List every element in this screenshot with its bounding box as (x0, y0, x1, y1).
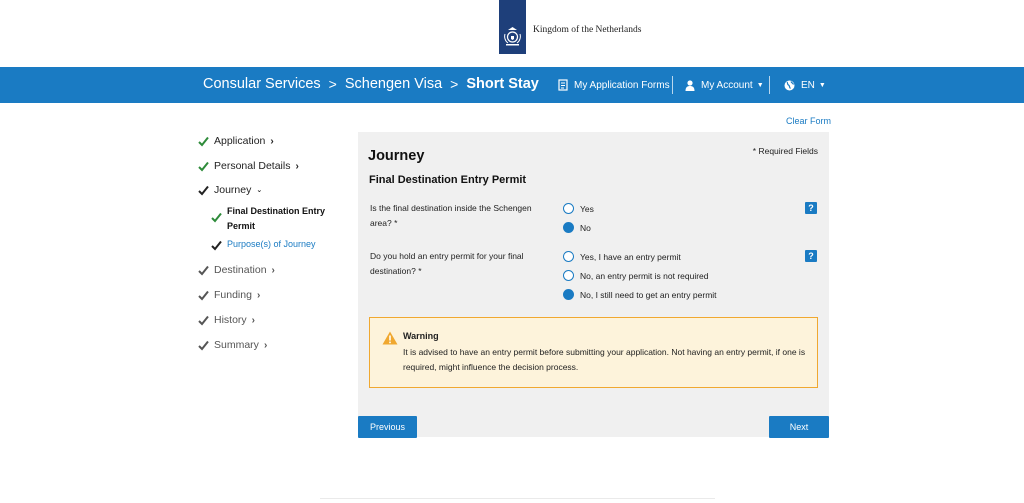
step-summary[interactable] (198, 339, 267, 351)
checkmark-icon (198, 265, 209, 276)
document-icon (558, 79, 568, 91)
question-final-destination-schengen: Is the final destination inside the Schengen area? * (370, 203, 532, 228)
royal-coat-of-arms-icon (502, 26, 523, 47)
nav-divider (672, 76, 673, 94)
breadcrumb-schengen-visa[interactable]: Schengen Visa (344, 76, 443, 92)
breadcrumb (203, 76, 539, 92)
chevron-right-icon: › (263, 339, 268, 351)
chevron-right-icon: › (271, 264, 275, 276)
help-icon[interactable]: ? (805, 250, 817, 262)
checkmark-icon (198, 340, 209, 351)
checkmark-icon (211, 240, 222, 251)
my-account-label: My Account (701, 79, 753, 91)
next-button[interactable]: Next (769, 416, 829, 438)
step-application[interactable] (198, 135, 274, 147)
help-icon[interactable]: ? (805, 202, 817, 214)
chevron-right-icon: › (251, 314, 256, 326)
chevron-right-icon: › (295, 160, 299, 172)
radio-label: No, I still need to get an entry permit (580, 289, 717, 300)
radio-button-selected[interactable] (563, 289, 574, 300)
step-history[interactable] (198, 314, 255, 326)
radio-label: No, an entry permit is not required (580, 270, 709, 281)
warning-title: Warning (403, 331, 439, 341)
top-nav-bar (0, 67, 1024, 103)
required-fields-note: * Required Fields (752, 146, 818, 156)
step-journey[interactable] (198, 184, 262, 196)
substep-label: Final Destination Entry (227, 206, 326, 216)
radio-label: No (580, 222, 591, 233)
logo-strip (0, 0, 1024, 66)
previous-button[interactable]: Previous (358, 416, 417, 438)
chevron-down-icon: ⌄ (256, 187, 263, 194)
checkmark-icon (198, 185, 209, 196)
radio-button-selected[interactable] (563, 222, 574, 233)
step-label: Application (214, 135, 266, 147)
checkmark-icon (211, 212, 222, 223)
breadcrumb-separator: > (328, 76, 337, 92)
my-account-dropdown[interactable] (685, 67, 764, 103)
radio-option-yes[interactable] (563, 203, 594, 214)
radio-label: Yes, I have an entry permit (580, 251, 681, 262)
radio-button[interactable] (563, 270, 574, 281)
form-panel (358, 132, 829, 437)
user-icon (685, 80, 695, 91)
breadcrumb-separator: > (450, 76, 459, 92)
step-label: History (214, 314, 247, 326)
nav-divider (769, 76, 770, 94)
checkmark-icon (198, 290, 209, 301)
section-title: Final Destination Entry Permit (369, 174, 527, 186)
divider (320, 498, 715, 499)
substep-label: Purpose(s) of Journey (227, 239, 316, 249)
chevron-down-icon: ▼ (756, 81, 764, 89)
radio-option-permit-not-required[interactable] (563, 270, 709, 281)
warning-message: It is advised to have an entry permit before submitting your application. Not having an entry permit, if one is required, might influence the decision process. (403, 347, 806, 372)
checkmark-icon (198, 315, 209, 326)
clear-form-link[interactable]: Clear Form (786, 116, 832, 126)
step-label: Summary (214, 339, 259, 351)
substep-label: Permit (227, 221, 256, 231)
government-logo[interactable] (499, 0, 526, 54)
logo-text: Kingdom of the Netherlands (533, 25, 642, 35)
breadcrumb-short-stay: Short Stay (466, 76, 539, 92)
chevron-down-icon: ▼ (818, 81, 826, 89)
step-label: Destination (214, 264, 267, 276)
my-application-forms-label: My Application Forms (574, 79, 670, 91)
step-funding[interactable] (198, 289, 260, 301)
step-label: Funding (214, 289, 252, 301)
radio-label: Yes (580, 203, 594, 214)
warning-box (369, 317, 818, 388)
radio-button[interactable] (563, 251, 574, 262)
step-destination[interactable] (198, 264, 275, 276)
chevron-right-icon: › (270, 135, 274, 147)
question-entry-permit: Do you hold an entry permit for your final destination? * (370, 251, 524, 276)
language-label: EN (801, 79, 815, 91)
chevron-right-icon: › (256, 289, 261, 301)
radio-option-no[interactable] (563, 222, 591, 233)
radio-option-need-permit[interactable] (563, 289, 717, 300)
my-application-forms-link[interactable] (558, 67, 670, 103)
step-label: Journey (214, 184, 252, 196)
checkmark-icon (198, 161, 209, 172)
step-label: Personal Details (214, 160, 291, 172)
language-selector[interactable] (784, 67, 826, 103)
step-personal-details[interactable] (198, 160, 299, 172)
checkmark-icon (198, 136, 209, 147)
globe-icon (784, 80, 795, 91)
breadcrumb-consular-services[interactable]: Consular Services (203, 76, 321, 92)
page-title: Journey (368, 148, 425, 164)
radio-button[interactable] (563, 203, 574, 214)
warning-icon (382, 331, 398, 345)
radio-option-have-permit[interactable] (563, 251, 681, 262)
